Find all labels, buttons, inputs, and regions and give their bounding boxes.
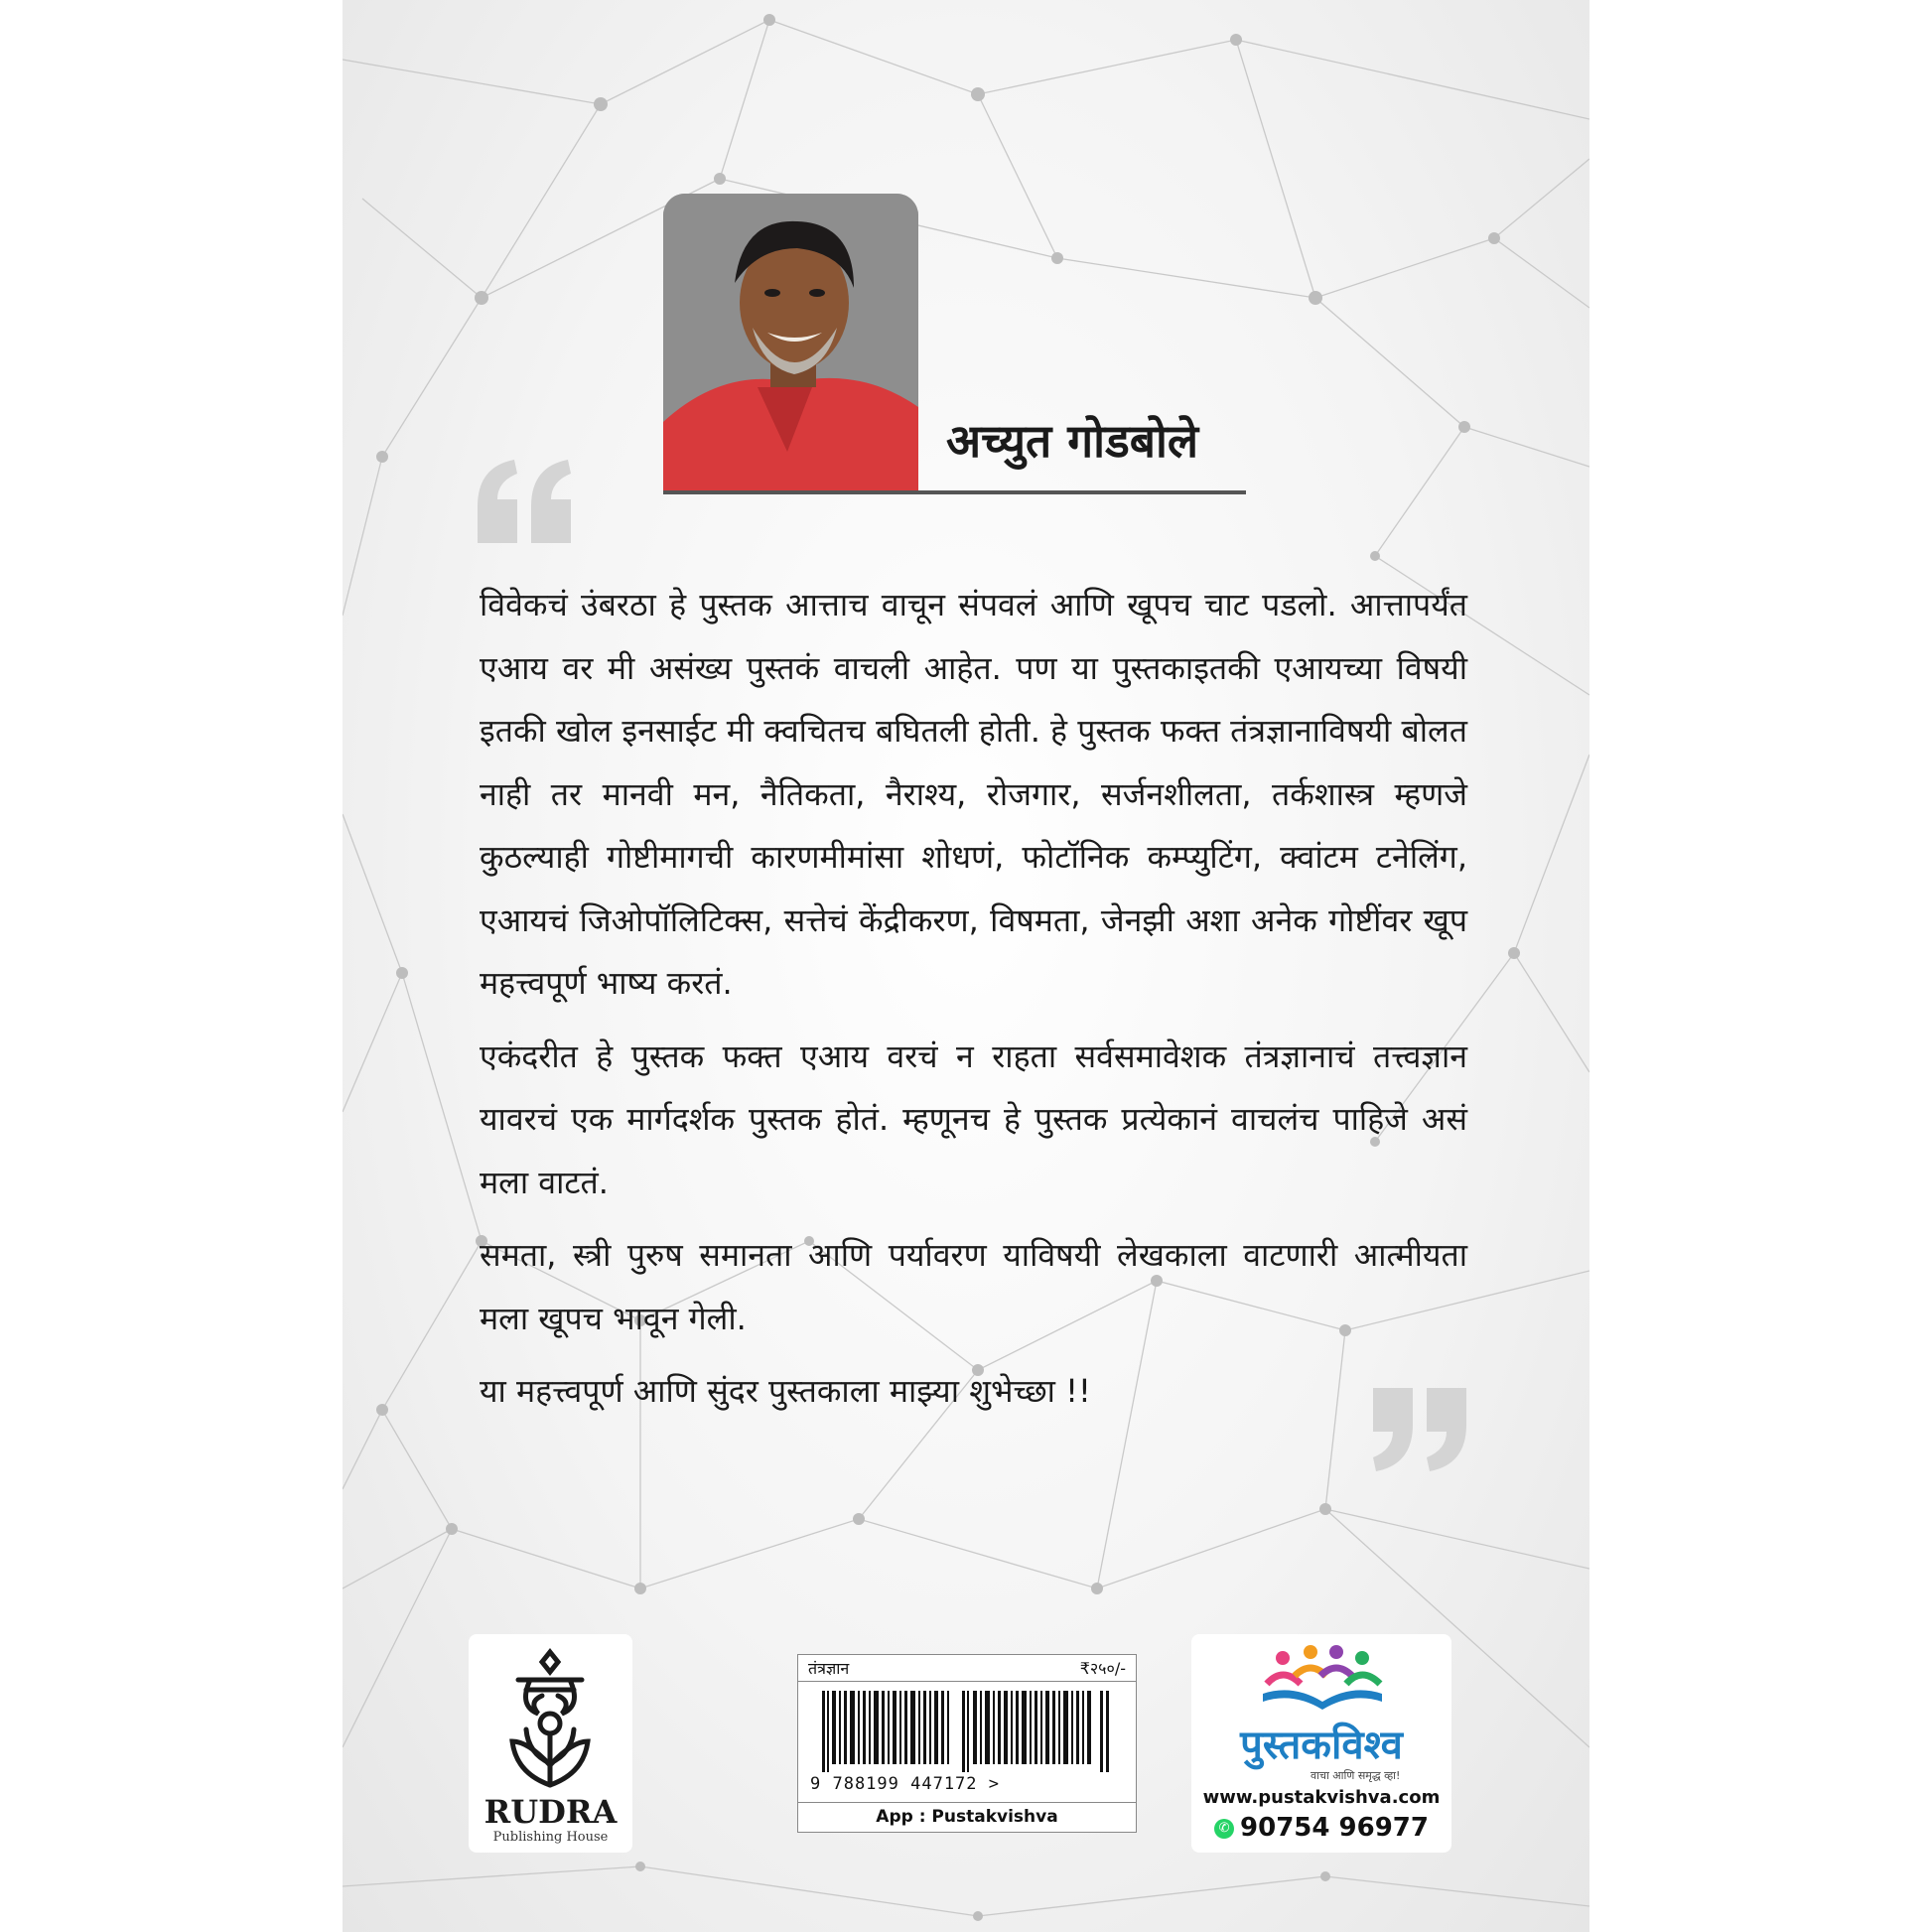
app-name: App : Pustakvishva [798,1802,1136,1832]
review-paragraph-4: या महत्त्वपूर्ण आणि सुंदर पुस्तकाला माझ्या शुभेच्छा !! [480,1372,1091,1410]
rudra-emblem-icon [498,1646,603,1795]
book-back-cover [343,0,1589,1932]
distributor-logo [1191,1634,1451,1853]
publisher-logo [469,1634,632,1853]
isbn-barcode-box [797,1654,1137,1833]
close-quote-icon [1365,1380,1474,1479]
whatsapp-icon: ✆ [1214,1819,1234,1839]
author-portrait-image [663,194,918,491]
barcode-header [798,1655,1136,1682]
author-name: अच्युत गोडबोले [946,414,1199,468]
pustakvishva-book-icon [1253,1644,1392,1714]
author-photo [663,194,918,491]
book-price: ₹२५०/- [1079,1659,1126,1678]
publisher-name: RUDRA [483,1793,618,1831]
publisher-subtitle: Publishing House [492,1830,609,1845]
open-quote-icon [470,452,579,551]
distributor-phone-row [1191,1813,1451,1843]
distributor-phone: 90754 96977 [1240,1813,1429,1843]
distributor-website: www.pustakvishva.com [1202,1787,1441,1808]
distributor-name: पुस्तकविश्व [1240,1723,1403,1768]
review-text [480,574,1467,1434]
isbn-digits: 9 788199 447172 > [810,1774,1000,1794]
review-paragraph-1: विवेकचं उंबरठा हे पुस्तक आत्ताच वाचून संपवलं आणि खूपच चाट पडलो. आत्तापर्यंत एआय वर मी असंख्य पुस्तकं वाचली आहेत. पण या पुस्तकाइतकी एआयच्या विषयी इतकी खोल इनसाईट मी क्वचितच बघितली होती. हे पुस्तक फक्त तंत्रज्ञानाविषयी बोलत नाही तर मानवी मन, नैतिकता, नैराश्य, रोजगार, सर्जनशीलता, तर्कशास्त्र म्हणजे कुठल्याही गोष्टीमागची कारणमीमांसा शोधणं, फोटॉनिक कम्प्युटिंग, क्वांटम टनेलिंग, एआयचं जिओपॉलिटिक्स, सत्तेचं केंद्रीकरण, विषमता, जेनझी अशा अनेक गोष्टींवर खूप महत्त्वपूर्ण भाष्य करतं. [480,586,1467,1002]
review-paragraph-3: समता, स्त्री पुरुष समानता आणि पर्यावरण याविषयी लेखकाला वाटणारी आत्मीयता मला खूपच भावून गेली. [480,1236,1467,1337]
distributor-tagline: वाचा आणि समृद्ध व्हा! [1311,1769,1401,1782]
barcode-bars [822,1691,1110,1772]
review-paragraph-2: एकंदरीत हे पुस्तक फक्त एआय वरचं न राहता सर्वसमावेशक तंत्रज्ञानाचं तत्त्वज्ञान यावरचं एक मार्गदर्शक पुस्तक होतं. म्हणूनच हे पुस्तक प्रत्येकानं वाचलंच पाहिजे असं मला वाटतं. [480,1036,1467,1201]
author-underline [663,490,1246,494]
book-category: तंत्रज्ञान [808,1659,850,1678]
